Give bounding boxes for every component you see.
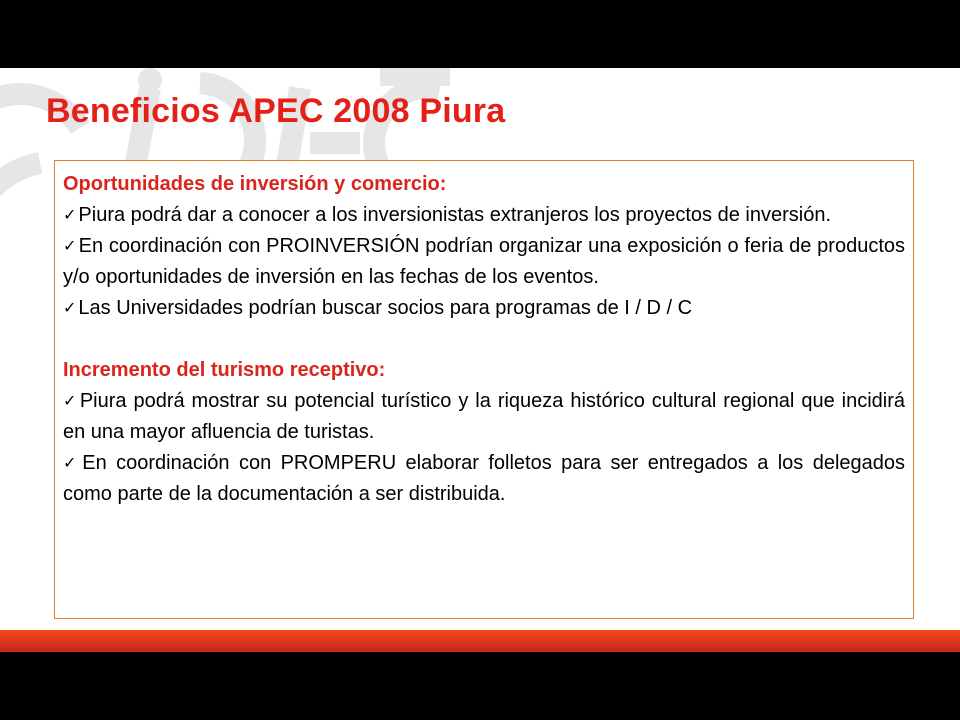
checkmark-icon: ✓: [63, 455, 81, 472]
section-spacer: [63, 324, 905, 355]
bullet-item: ✓ Piura podrá mostrar su potencial turístico y la riqueza histórico cultural regional que incidirá en una mayor afluencia de turistas.: [63, 390, 906, 443]
slide: [0, 68, 960, 630]
top-black-band: [0, 0, 960, 68]
content-box: [54, 160, 914, 619]
bullet-item: ✓ En coordinación con PROINVERSIÓN podrían organizar una exposición o feria de productos y/o oportunidades de inversión en las fechas de los eventos.: [63, 235, 905, 288]
checkmark-icon: ✓: [63, 207, 77, 224]
checkmark-icon: ✓: [63, 300, 77, 317]
checkmark-icon: ✓: [63, 393, 78, 410]
section-heading-tourism: Incremento del turismo receptivo:: [63, 359, 386, 381]
bullet-item: ✓ En coordinación con PROMPERU elaborar folletos para ser entregados a los delegados como parte de la documentación a ser distribuida.: [63, 452, 906, 505]
bottom-black-band: [0, 652, 960, 720]
section-heading-investment: Oportunidades de inversión y comercio:: [63, 173, 447, 195]
bullet-item: ✓ Piura podrá dar a conocer a los inversionistas extranjeros los proyectos de inversión.: [63, 204, 832, 226]
checkmark-icon: ✓: [63, 238, 77, 255]
slide-title: Beneficios APEC 2008 Piura: [46, 92, 506, 130]
red-footer-strip: [0, 630, 960, 652]
bullet-item: ✓ Las Universidades podrían buscar socios para programas de I / D / C: [63, 297, 693, 319]
